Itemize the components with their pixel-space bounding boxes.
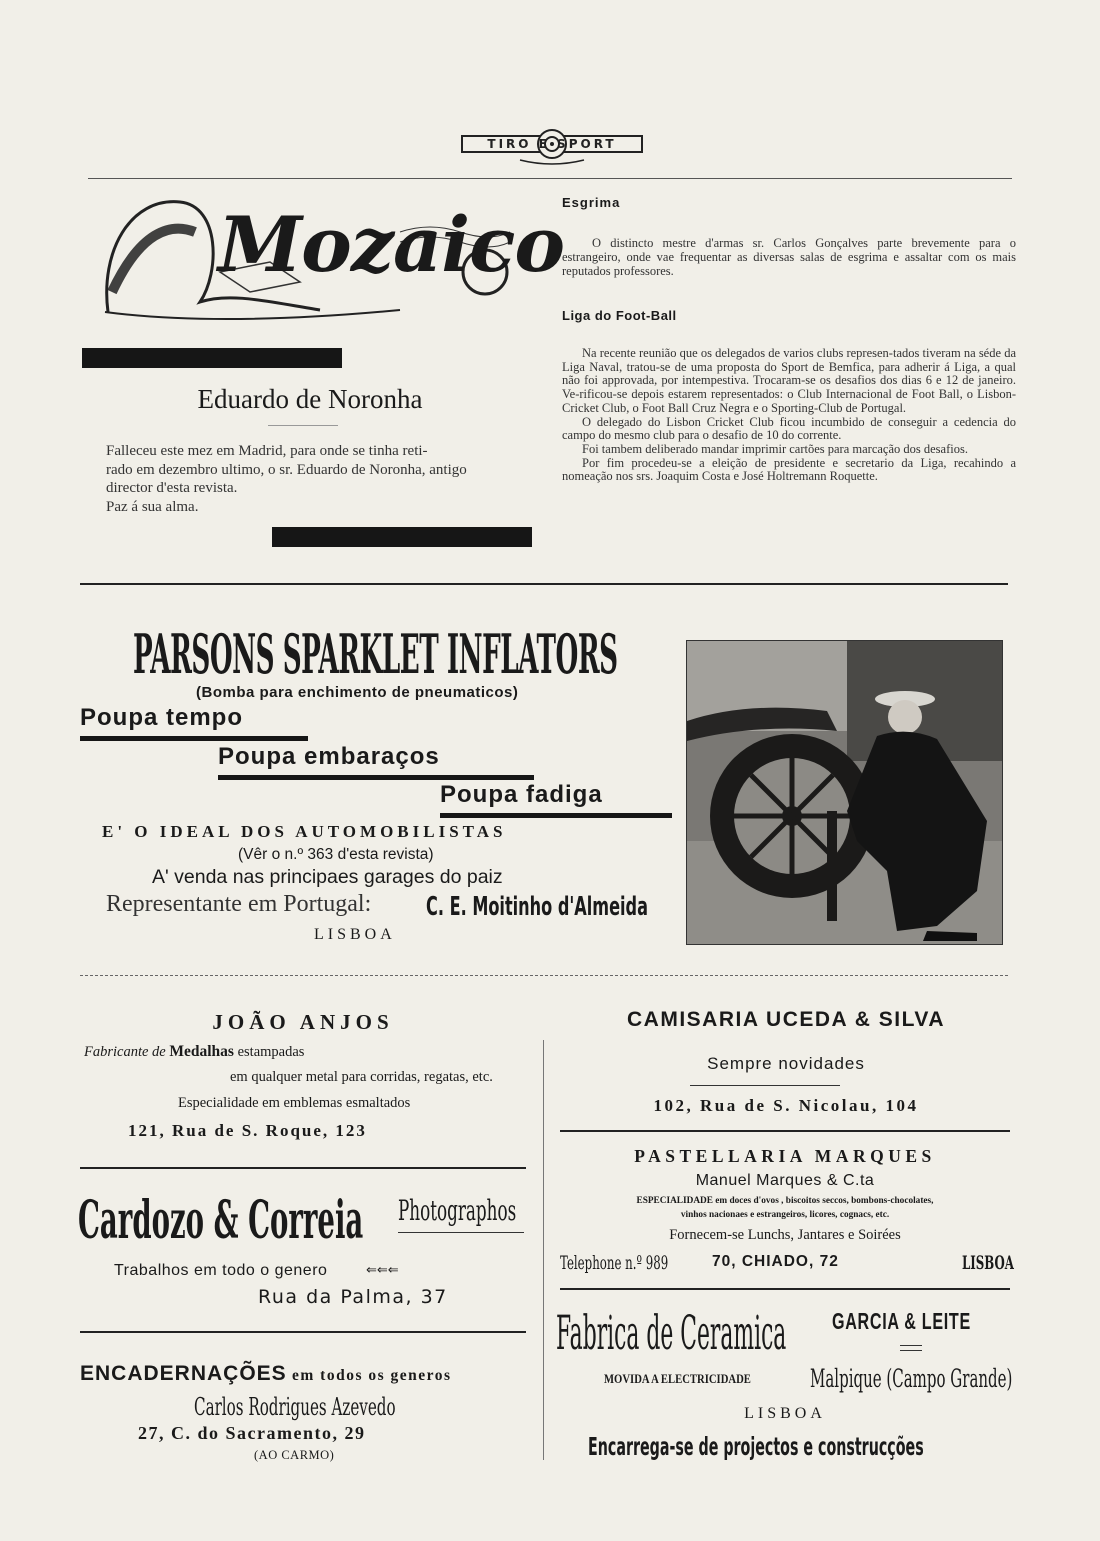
slogan-3-underline — [440, 813, 672, 818]
mozaico-logo — [100, 192, 565, 324]
cardozo-line: Trabalhos em todo o genero — [114, 1262, 328, 1279]
mozaico-logo-text: Mozaico — [218, 200, 565, 289]
left-rule-1 — [80, 1167, 526, 1169]
pastellaria-phone: Telephone n.º 989 — [560, 1252, 669, 1274]
parsons-slogan-1: Poupa tempo — [80, 704, 244, 731]
masthead-rule — [88, 178, 1012, 179]
pastellaria-city: LISBOA — [962, 1252, 1014, 1274]
parsons-title: PARSONS SPARKLET INFLATORS — [133, 622, 618, 686]
camisaria-title: CAMISARIA UCEDA & SILVA — [627, 1008, 945, 1031]
joao-line-1a: Fabricante de — [84, 1044, 166, 1060]
parsons-city: LISBOA — [314, 926, 396, 943]
cardozo-side-rule — [398, 1232, 524, 1233]
section-rule-1 — [80, 583, 1008, 585]
joao-line-2: em qualquer metal para corridas, regatas, etc. — [230, 1069, 493, 1085]
fabrica-tagline: Encarrega-se de projectos e construcções — [588, 1432, 924, 1461]
pastellaria-spec-2: vinhos nacionaes e estrangeiros, licores, cognacs, etc. — [680, 1210, 890, 1220]
joao-line-1b: Medalhas — [169, 1043, 234, 1060]
joao-line-3: Especialidade em emblemas esmaltados — [178, 1095, 411, 1111]
liga-text — [562, 347, 1016, 484]
camisaria-address: 102, Rua de S. Nicolau, 104 — [653, 1096, 919, 1115]
parsons-subtitle: (Bomba para enchimento de pneumaticos) — [196, 684, 519, 701]
obituary-line-3: director d'esta revista. — [106, 480, 238, 496]
obituary-title-rule — [268, 425, 338, 426]
column-divider — [543, 1040, 544, 1460]
encad-name: Carlos Rodrigues Azevedo — [194, 1393, 396, 1421]
obituary-title: Eduardo de Noronha — [197, 384, 423, 414]
pastellaria-owner: Manuel Marques & C.ta — [695, 1172, 875, 1189]
parsons-ideal: E' O IDEAL DOS AUTOMOBILISTAS — [102, 822, 507, 841]
parsons-slogan-3: Poupa fadiga — [440, 781, 603, 808]
encad-title: ENCADERNAÇÕES — [80, 1362, 287, 1385]
liga-heading: Liga do Foot-Ball — [562, 308, 677, 323]
parsons-rep-label: Representante em Portugal: — [106, 891, 372, 917]
encad-note: (AO CARMO) — [254, 1448, 335, 1462]
encad-title2: em todos os generos — [292, 1367, 452, 1384]
obituary-line-2: rado em dezembro ultimo, o sr. Eduardo de Noronha, antigo — [106, 461, 467, 478]
esgrima-heading: Esgrima — [562, 195, 621, 210]
encad-address: 27, C. do Sacramento, 29 — [138, 1423, 366, 1443]
parsons-rep-name: C. E. Moitinho d'Almeida — [426, 892, 648, 922]
masthead-logo — [460, 122, 644, 166]
cardozo-title: Cardozo & Correia — [78, 1190, 364, 1251]
pastellaria-spec-1: ESPECIALIDADE em doces d'ovos , biscoitos seccos, bombons-chocolates, — [636, 1196, 934, 1206]
obituary-bar-top — [82, 348, 342, 368]
joao-line-1 — [84, 1043, 304, 1061]
slogan-1-underline — [80, 736, 308, 741]
parsons-ver: (Vêr o n.º 363 d'esta revista) — [238, 846, 434, 863]
joao-title: JOÃO ANJOS — [212, 1010, 394, 1034]
fabrica-owners-rule — [900, 1345, 922, 1351]
joao-line-1c: estampadas — [237, 1044, 305, 1060]
obituary-line-1: Falleceu este mez em Madrid, para onde se tinha reti- — [106, 443, 428, 459]
slogan-2-underline — [218, 775, 534, 780]
obituary-line-4: Paz á sua alma. — [106, 498, 199, 515]
cardozo-side: Photographos — [398, 1194, 517, 1227]
obituary-text — [106, 442, 536, 516]
fabrica-sub: MOVIDA A ELECTRICIDADE — [604, 1371, 751, 1386]
right-rule-1 — [560, 1130, 1010, 1132]
liga-paragraph-3: Foi tambem deliberado mandar imprimir cartões para marcação dos desafios. — [582, 441, 968, 456]
camisaria-tagline: Sempre novidades — [707, 1054, 865, 1073]
parsons-venda: A' venda nas principaes garages do paiz — [152, 866, 503, 888]
fabrica-city: LISBOA — [744, 1405, 826, 1422]
mechanic-inflating-tyre-photo-icon — [687, 641, 1002, 944]
joao-address: 121, Rua de S. Roque, 123 — [128, 1121, 367, 1140]
liga-paragraph-4: Por fim procedeu-se a eleição de presidente e secretario da Liga, recahindo a nomeação nos srs. Joaquim Costa e José Holtremann Roquette. — [562, 455, 1016, 484]
esgrima-text: O distincto mestre d'armas sr. Carlos Gonçalves parte brevemente para o estrangeiro, onde vae frequentar as diversas salas de esgrima e assaltar com os mais reputados professores. — [562, 236, 1016, 278]
masthead-logo-text: TIRO E SPORT — [487, 137, 617, 151]
section-rule-2 — [80, 975, 1008, 976]
liga-paragraph-1: Na recente reunião que os delegados de varios clubs represen-tados tiveram na séde da Liga Naval, tratou-se de uma proposta do Sport de Bemfica, para adherir á Liga, a qual não foi approvada, por intempestiva. Trocaram-se os desafios dos dias 6 e 12 de janeiro. Ve-rificou-se depois estarem representados: o Club Internacional de Foot Ball, o Lisbon-Cricket Club, o Foot Ball Cruz Negra e o Sporting-Club de Portugal. — [562, 346, 1016, 415]
pastellaria-title: PASTELLARIA MARQUES — [634, 1146, 936, 1166]
parsons-photo — [686, 640, 1003, 945]
liga-paragraph-2: O delegado do Lisbon Cricket Club ficou incumbido de conseguir a cedencia do campo do mesmo club para o desafio de 10 do corrente. — [562, 414, 1016, 443]
camisaria-tagline-rule — [690, 1085, 840, 1086]
fabrica-owners: GARCIA & LEITE — [832, 1308, 971, 1334]
cardozo-arrows-icon: ⇐⇐⇐ — [366, 1262, 399, 1277]
cardozo-address: Rua da Palma, 37 — [258, 1286, 448, 1308]
pastellaria-address: 70, CHIADO, 72 — [712, 1253, 839, 1270]
right-rule-2 — [560, 1288, 1010, 1290]
parsons-slogan-2: Poupa embaraços — [218, 743, 440, 770]
obituary-bar-bottom — [272, 527, 532, 547]
fabrica-location: Malpique (Campo Grande) — [810, 1364, 1013, 1393]
pastellaria-services: Fornecem-se Lunchs, Jantares e Soirées — [669, 1227, 901, 1243]
fabrica-title: Fabrica de Ceramica — [556, 1306, 787, 1361]
left-rule-2 — [80, 1331, 526, 1333]
